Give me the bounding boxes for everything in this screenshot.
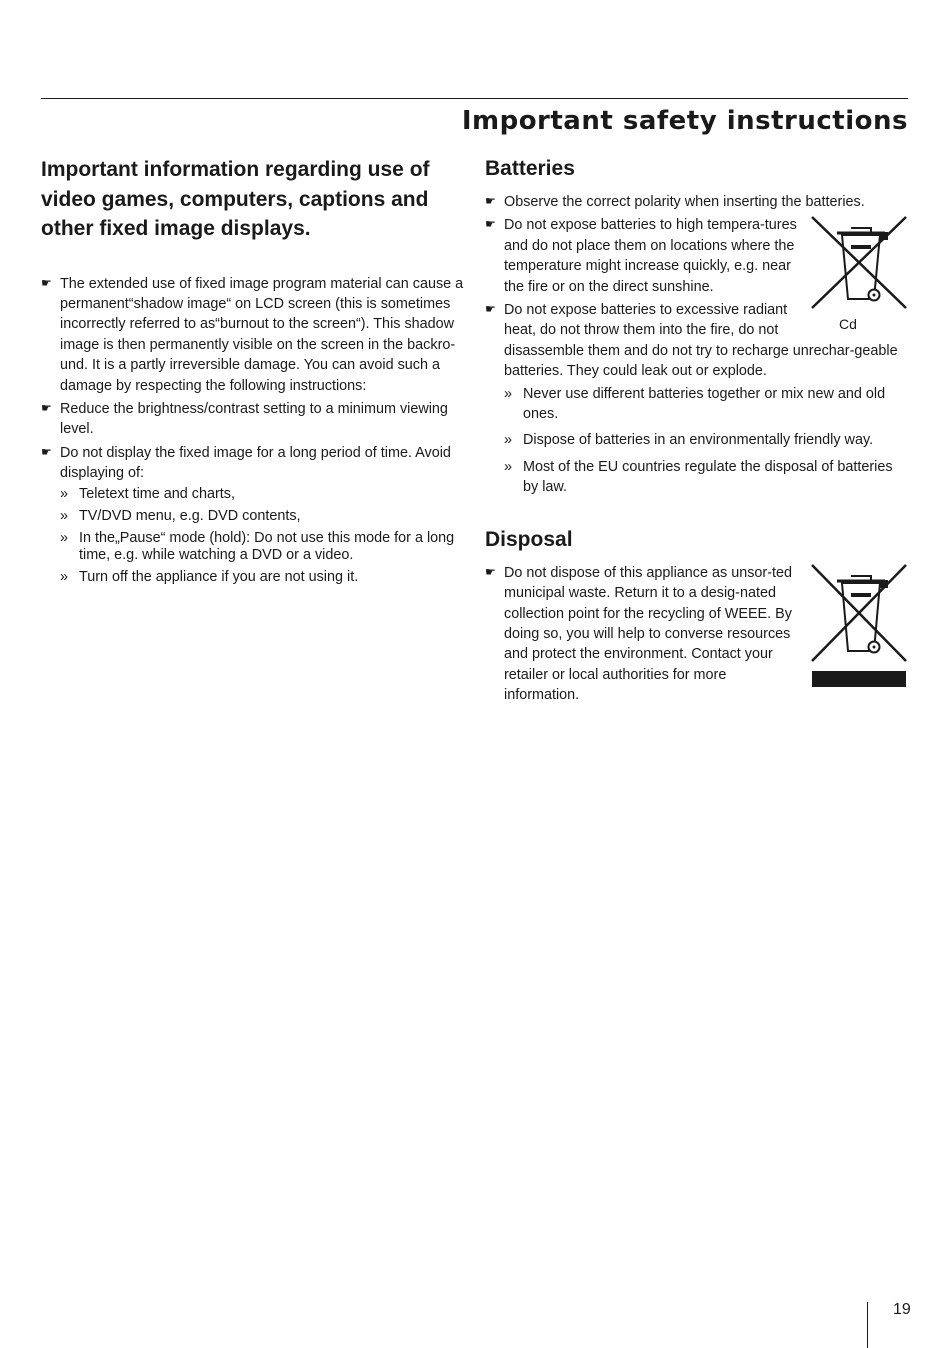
avoid-display-sublist (60, 486, 471, 586)
crossed-out-wheelie-bin-icon (810, 215, 910, 310)
list-item (41, 399, 471, 440)
guillemet-icon: » (60, 507, 69, 524)
list-item-text: The extended use of fixed image program material can cause a permanent“shadow image“ on LCD screen (this is sometimes incorrectly referred to as“burnout to the screen“). This shadow image is then permanently visible on the screen in the backro-und. It is a partly irreversible damage. You can avoid such a damage by respecting the following instructions: (60, 275, 464, 394)
pointing-hand-icon: ☛ (41, 400, 52, 415)
list-item-text: Do not dispose of this appliance as unsor-ted municipal waste. Return it to a desig-nated collection point for the recycling of WEEE. By doing so, you will help to converse resources and protect the environment. Contact your retailer or local authorities for more information. (504, 564, 792, 704)
sub-list-item (60, 530, 471, 564)
page-title: Important safety instructions (461, 106, 908, 136)
disposal-heading: Disposal (485, 527, 573, 551)
guillemet-icon: » (504, 385, 513, 402)
fixed-image-list (41, 274, 471, 586)
list-item (485, 563, 910, 706)
sub-list-item (60, 569, 471, 586)
sub-list-item-text: Dispose of batteries in an environmentally friendly way. (523, 432, 874, 449)
list-item-text: Reduce the brightness/contrast setting to a minimum viewing level. (60, 400, 448, 438)
pointing-hand-icon: ☛ (485, 302, 496, 317)
pointing-hand-icon: ☛ (485, 564, 496, 579)
crossed-out-wheelie-bin-icon (810, 563, 910, 688)
list-item (485, 215, 910, 333)
batteries-list (485, 192, 910, 498)
batteries-sublist (504, 384, 910, 498)
sub-list-item (60, 486, 471, 503)
pointing-hand-icon: ☛ (485, 194, 496, 208)
guillemet-icon: » (504, 458, 513, 475)
top-divider (41, 98, 908, 99)
sub-list-item-text: Turn off the appliance if you are not using it. (79, 568, 359, 585)
disposal-list (485, 563, 910, 706)
list-item-text: Do not expose batteries to high tempera-tures and do not place them on locations where the temperature might increase quickly, e.g. near the fire or on the direct sunshine. (504, 217, 797, 295)
sub-list-item (60, 508, 471, 525)
sub-list-item-text: In the„Pause“ mode (hold): Do not use this mode for a long time, e.g. while watching a DVD or a video. (79, 529, 455, 563)
list-item (41, 443, 471, 586)
cd-label: Cd (839, 316, 857, 333)
left-column (41, 155, 471, 591)
guillemet-icon: » (60, 529, 69, 546)
right-column (485, 155, 910, 709)
sub-list-item-text: Teletext time and charts, (79, 485, 235, 502)
disposal-section (485, 526, 910, 706)
sub-list-item-text: Most of the EU countries regulate the disposal of batteries by law. (523, 458, 893, 496)
fixed-image-heading: Important information regarding use of video games, computers, captions and other fixed image displays. (41, 158, 430, 240)
page-number: 19 (893, 1301, 911, 1318)
pointing-hand-icon: ☛ (41, 275, 52, 290)
list-item (41, 274, 471, 396)
list-item-text: Do not expose batteries to excessive radiant heat, do not throw them into the fire, do not disassemble them and do not try to recharge unrechar-geable batteries. They could leak out or explode. (504, 302, 898, 380)
list-item-text: Observe the correct polarity when inserting the batteries. (504, 194, 865, 210)
weee-symbol (810, 563, 910, 688)
list-item-text: Do not display the fixed image for a long period of time. Avoid displaying of: (60, 444, 451, 482)
sub-list-item-text: Never use different batteries together or mix new and old ones. (523, 385, 886, 423)
page-number-divider (867, 1302, 868, 1348)
sub-list-item-text: TV/DVD menu, e.g. DVD contents, (79, 507, 301, 524)
guillemet-icon: » (504, 432, 513, 449)
sub-list-item (504, 384, 910, 425)
pointing-hand-icon: ☛ (485, 217, 496, 232)
sub-list-item (504, 457, 910, 498)
list-item (485, 192, 910, 212)
list-item (485, 300, 910, 498)
pointing-hand-icon: ☛ (41, 444, 52, 459)
sub-list-item (504, 430, 910, 450)
batteries-heading: Batteries (485, 157, 575, 180)
guillemet-icon: » (60, 568, 69, 585)
guillemet-icon: » (60, 485, 69, 502)
